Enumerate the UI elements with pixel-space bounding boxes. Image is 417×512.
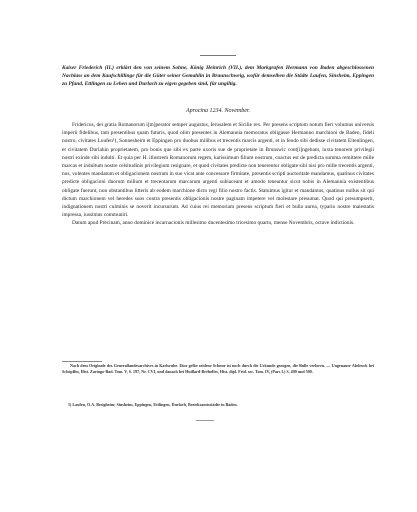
place-note: 1) Laufen, O.A. Besigheim; Sinsheim, Eppingen, Ettlingen, Durlach, Bezirksamtsstädte in Baden.: [68, 402, 238, 407]
source-footnote: [62, 363, 374, 377]
regest-summary: Kaiser Friederich (II.) erklärt den von seinem Sohne, König Heinrich (VII.), dem Markgrafen Hermann von Baden abgeschlossenen Nachlass an dem Kaufschillinge für die Güter seiner Gemahlin in Braunschweig, wofür demselben die Städte Laufen, Sinsheim, Eppingen zu Pfand, Ettlingen zu Lehen und Durlach zu eigen gegeben sind, für ungiltig.: [62, 65, 374, 87]
charter-body: [62, 121, 374, 228]
footnote-text: Nach dem Originale des Generallandesarchives in Karlsruhe. Eine gelbe seidene Schnur ist noch durch die Urkunde gezogen, die Bulle verloren. — Ungenauer Abdruck bei Schöpflin, Hist. Zaringo-Bad. Tom. V, S. 197, Nr. CVI, und danach bei Huillard-Bréholles, Hist. dipl. Frid. sec. Tom. IV, (Pars I.) S. 499 und 500.: [62, 363, 374, 375]
charter-paragraph: Datum apud Precinam, anno dominice incarnacionis millesimo ducentesimo tricesimo quarto, mense Novembris, octave indictionis.: [72, 220, 355, 227]
header-rule: [200, 55, 236, 56]
end-rule: [196, 420, 214, 421]
footnote-rule: [62, 361, 102, 362]
charter-paragraph: Fridericus, dei gratia Romanorum i[m]perator semper augustus, Ierusalem et Sicilie rex. Per presens scriptum notum fieri volumus universis imperii fidelibus, tam presentibus quam futuris, quod olim presentes in Alemannia memoratus obligasse Hermanno marchioni de Baden, fideli nostro, civitates Loufen¹), Sonnesheim et Eppingen pro duobus milibus et trecentis marcis argenti, et in feodo sibi dedisse civitatem Eitenlingen, et civitatem Durlahin proprietatem, pro bonis que sibi ex parte uxoris sue de proprietate in Brunswic cont[i]ngebant, iuxta tenorem privilegii nostri exinde sibi indulti. Et quia per H. illustrem Romanorum regem, karissimum filium nostrum, coactus est de predicta summa remittere mille marcas et indultum nostre celsitudinis privilegium resignare, et quod civitates predicte non tenerentur obligate sibi nisi pro mille trecentis argenti, nos, volentes mandatum et obligacionem nostram in suo vicat ante concessore firmitate, presentis scripti auctoritate mandamus, quatinus civitates predicte obligacioni duorum milium et trecentarum marcarum argenti subiaceant et amodo teneantur sicut nobis in Alemannia existentibus obligate fuerunt, non obstantibus litteris ab eodem marchione dicto regi filio nostro factis. Statuimus igitur et mandamus, quatinus nullus sit qui dictum marchionem vel heredes suos contra presentis obligacionis nostre paginam impetere vel molestare presumat. Quod qui presumpserit, indignationem nostri culminis se noverit incursurum. Ad cuius rei memoriam presens scriptum fieri et bulla aurea, typario nostre maiestatis impressa, iussimus communiri.: [62, 122, 374, 219]
dateline: Aprocina 1234. November.: [185, 108, 251, 114]
